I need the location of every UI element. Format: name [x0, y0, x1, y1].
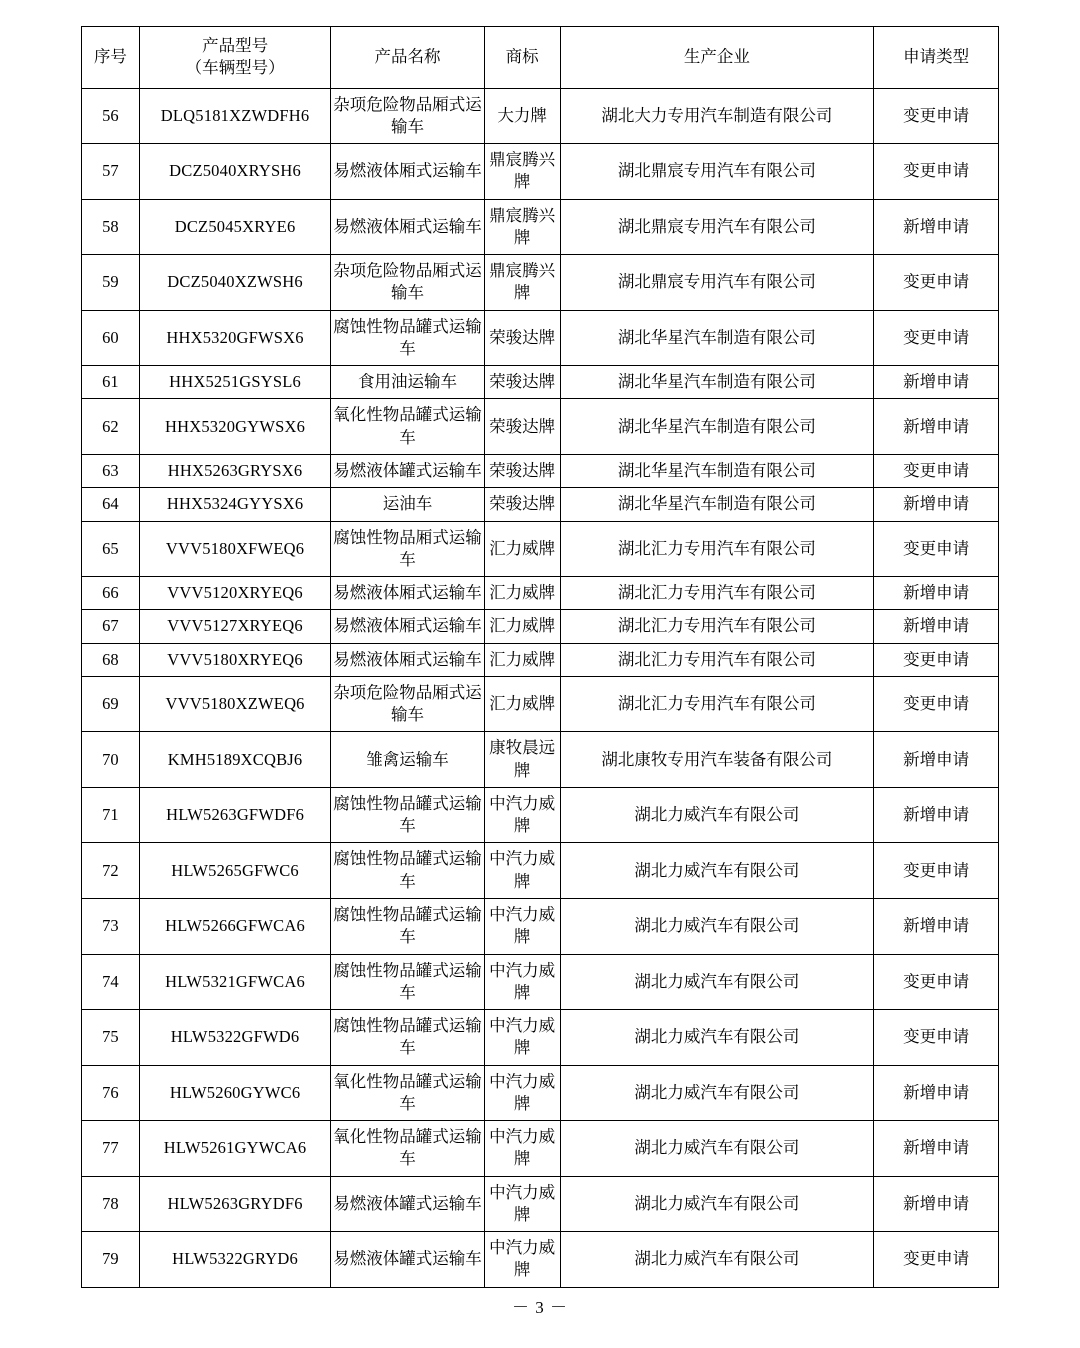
cell-apply-type: 新增申请 [874, 1121, 999, 1177]
cell-manufacturer: 湖北华星汽车制造有限公司 [560, 399, 874, 455]
cell-model: HLW5265GFWC6 [139, 843, 330, 899]
cell-manufacturer: 湖北汇力专用汽车有限公司 [560, 610, 874, 643]
table-row [82, 1121, 999, 1177]
cell-apply-type: 变更申请 [874, 1010, 999, 1066]
cell-brand: 汇力威牌 [484, 676, 560, 732]
table-row [82, 88, 999, 144]
cell-model: HLW5322GRYD6 [139, 1232, 330, 1288]
table-row [82, 310, 999, 366]
cell-seq: 61 [82, 366, 140, 399]
cell-seq: 63 [82, 454, 140, 487]
cell-apply-type: 变更申请 [874, 676, 999, 732]
cell-model: VVV5120XRYEQ6 [139, 577, 330, 610]
cell-brand: 荣骏达牌 [484, 399, 560, 455]
cell-product-name: 腐蚀性物品罐式运输车 [331, 310, 485, 366]
cell-model: HLW5260GYWC6 [139, 1065, 330, 1121]
cell-manufacturer: 湖北鼎宸专用汽车有限公司 [560, 144, 874, 200]
table-row [82, 643, 999, 676]
cell-seq: 71 [82, 787, 140, 843]
cell-brand: 汇力威牌 [484, 643, 560, 676]
cell-apply-type: 新增申请 [874, 898, 999, 954]
cell-brand: 大力牌 [484, 88, 560, 144]
cell-seq: 75 [82, 1010, 140, 1066]
cell-manufacturer: 湖北汇力专用汽车有限公司 [560, 676, 874, 732]
cell-product-name: 易燃液体罐式运输车 [331, 1176, 485, 1232]
cell-apply-type: 变更申请 [874, 144, 999, 200]
cell-brand: 荣骏达牌 [484, 454, 560, 487]
vehicle-approval-table [81, 26, 999, 1288]
cell-brand: 鼎宸腾兴牌 [484, 199, 560, 255]
table-header-row [82, 27, 999, 89]
cell-model: HLW5263GFWDF6 [139, 787, 330, 843]
cell-model: DCZ5045XRYE6 [139, 199, 330, 255]
cell-apply-type: 变更申请 [874, 843, 999, 899]
cell-apply-type: 新增申请 [874, 488, 999, 521]
table-row [82, 1065, 999, 1121]
cell-seq: 72 [82, 843, 140, 899]
cell-brand: 中汽力威牌 [484, 1121, 560, 1177]
cell-manufacturer: 湖北大力专用汽车制造有限公司 [560, 88, 874, 144]
cell-product-name: 易燃液体厢式运输车 [331, 643, 485, 676]
cell-seq: 68 [82, 643, 140, 676]
cell-apply-type: 新增申请 [874, 199, 999, 255]
cell-manufacturer: 湖北力威汽车有限公司 [560, 787, 874, 843]
cell-brand: 中汽力威牌 [484, 1232, 560, 1288]
cell-product-name: 氧化性物品罐式运输车 [331, 399, 485, 455]
cell-brand: 中汽力威牌 [484, 954, 560, 1010]
cell-apply-type: 变更申请 [874, 643, 999, 676]
cell-model: HLW5266GFWCA6 [139, 898, 330, 954]
table-row [82, 732, 999, 788]
cell-brand: 中汽力威牌 [484, 898, 560, 954]
cell-apply-type: 新增申请 [874, 787, 999, 843]
cell-seq: 60 [82, 310, 140, 366]
table-body [82, 88, 999, 1287]
cell-product-name: 腐蚀性物品罐式运输车 [331, 843, 485, 899]
table-row [82, 199, 999, 255]
cell-product-name: 腐蚀性物品罐式运输车 [331, 954, 485, 1010]
table-row [82, 144, 999, 200]
column-header-model-line1: 产品型号 [202, 36, 269, 55]
table-row [82, 399, 999, 455]
cell-seq: 56 [82, 88, 140, 144]
cell-model: HHX5320GFWSX6 [139, 310, 330, 366]
cell-manufacturer: 湖北华星汽车制造有限公司 [560, 366, 874, 399]
cell-seq: 78 [82, 1176, 140, 1232]
cell-apply-type: 变更申请 [874, 88, 999, 144]
cell-product-name: 易燃液体罐式运输车 [331, 1232, 485, 1288]
table-header [82, 27, 999, 89]
cell-product-name: 氧化性物品罐式运输车 [331, 1121, 485, 1177]
cell-brand: 荣骏达牌 [484, 310, 560, 366]
cell-model: HHX5251GSYSL6 [139, 366, 330, 399]
cell-product-name: 杂项危险物品厢式运输车 [331, 88, 485, 144]
cell-product-name: 运油车 [331, 488, 485, 521]
table-row [82, 521, 999, 577]
table-row [82, 1176, 999, 1232]
table-row [82, 454, 999, 487]
cell-product-name: 腐蚀性物品罐式运输车 [331, 787, 485, 843]
cell-brand: 鼎宸腾兴牌 [484, 255, 560, 311]
cell-manufacturer: 湖北汇力专用汽车有限公司 [560, 577, 874, 610]
cell-manufacturer: 湖北力威汽车有限公司 [560, 1121, 874, 1177]
cell-model: VVV5127XRYEQ6 [139, 610, 330, 643]
table-row [82, 954, 999, 1010]
column-header-model-line2: （车辆型号） [185, 58, 285, 78]
cell-product-name: 杂项危险物品厢式运输车 [331, 255, 485, 311]
cell-apply-type: 变更申请 [874, 454, 999, 487]
cell-manufacturer: 湖北鼎宸专用汽车有限公司 [560, 255, 874, 311]
column-header-manufacturer: 生产企业 [560, 27, 874, 89]
cell-seq: 69 [82, 676, 140, 732]
cell-apply-type: 新增申请 [874, 399, 999, 455]
cell-manufacturer: 湖北华星汽车制造有限公司 [560, 488, 874, 521]
cell-manufacturer: 湖北华星汽车制造有限公司 [560, 310, 874, 366]
table-row [82, 843, 999, 899]
cell-model: DCZ5040XRYSH6 [139, 144, 330, 200]
cell-brand: 荣骏达牌 [484, 488, 560, 521]
cell-seq: 67 [82, 610, 140, 643]
cell-product-name: 易燃液体厢式运输车 [331, 577, 485, 610]
cell-manufacturer: 湖北力威汽车有限公司 [560, 1010, 874, 1066]
cell-brand: 中汽力威牌 [484, 1176, 560, 1232]
cell-manufacturer: 湖北华星汽车制造有限公司 [560, 454, 874, 487]
column-header-seq: 序号 [82, 27, 140, 89]
cell-product-name: 易燃液体厢式运输车 [331, 610, 485, 643]
cell-product-name: 腐蚀性物品厢式运输车 [331, 521, 485, 577]
cell-product-name: 易燃液体厢式运输车 [331, 144, 485, 200]
table-row [82, 255, 999, 311]
cell-manufacturer: 湖北力威汽车有限公司 [560, 1176, 874, 1232]
cell-manufacturer: 湖北力威汽车有限公司 [560, 843, 874, 899]
cell-seq: 64 [82, 488, 140, 521]
cell-model: HHX5263GRYSX6 [139, 454, 330, 487]
cell-seq: 57 [82, 144, 140, 200]
cell-manufacturer: 湖北康牧专用汽车装备有限公司 [560, 732, 874, 788]
cell-manufacturer: 湖北汇力专用汽车有限公司 [560, 521, 874, 577]
cell-product-name: 食用油运输车 [331, 366, 485, 399]
cell-apply-type: 新增申请 [874, 577, 999, 610]
cell-seq: 73 [82, 898, 140, 954]
cell-product-name: 腐蚀性物品罐式运输车 [331, 1010, 485, 1066]
cell-manufacturer: 湖北力威汽车有限公司 [560, 1065, 874, 1121]
cell-apply-type: 变更申请 [874, 1232, 999, 1288]
cell-apply-type: 变更申请 [874, 521, 999, 577]
cell-brand: 鼎宸腾兴牌 [484, 144, 560, 200]
cell-product-name: 腐蚀性物品罐式运输车 [331, 898, 485, 954]
cell-seq: 65 [82, 521, 140, 577]
cell-seq: 59 [82, 255, 140, 311]
cell-model: HHX5324GYYSX6 [139, 488, 330, 521]
cell-apply-type: 变更申请 [874, 255, 999, 311]
table-row [82, 366, 999, 399]
cell-model: KMH5189XCQBJ6 [139, 732, 330, 788]
cell-model: VVV5180XZWEQ6 [139, 676, 330, 732]
column-header-brand: 商标 [484, 27, 560, 89]
table-row [82, 787, 999, 843]
cell-product-name: 易燃液体罐式运输车 [331, 454, 485, 487]
cell-seq: 66 [82, 577, 140, 610]
cell-apply-type: 新增申请 [874, 1065, 999, 1121]
cell-model: DCZ5040XZWSH6 [139, 255, 330, 311]
cell-seq: 70 [82, 732, 140, 788]
cell-seq: 62 [82, 399, 140, 455]
cell-brand: 中汽力威牌 [484, 787, 560, 843]
column-header-model [139, 27, 330, 89]
cell-product-name: 雏禽运输车 [331, 732, 485, 788]
cell-apply-type: 新增申请 [874, 1176, 999, 1232]
cell-brand: 康牧晨远牌 [484, 732, 560, 788]
cell-model: HLW5321GFWCA6 [139, 954, 330, 1010]
cell-apply-type: 新增申请 [874, 732, 999, 788]
cell-brand: 中汽力威牌 [484, 1010, 560, 1066]
cell-seq: 79 [82, 1232, 140, 1288]
cell-seq: 58 [82, 199, 140, 255]
cell-apply-type: 新增申请 [874, 610, 999, 643]
cell-apply-type: 变更申请 [874, 954, 999, 1010]
cell-manufacturer: 湖北力威汽车有限公司 [560, 898, 874, 954]
cell-product-name: 氧化性物品罐式运输车 [331, 1065, 485, 1121]
table-row [82, 1232, 999, 1288]
cell-brand: 汇力威牌 [484, 610, 560, 643]
cell-model: VVV5180XRYEQ6 [139, 643, 330, 676]
cell-model: DLQ5181XZWDFH6 [139, 88, 330, 144]
column-header-product-name: 产品名称 [331, 27, 485, 89]
cell-product-name: 杂项危险物品厢式运输车 [331, 676, 485, 732]
cell-model: HHX5320GYWSX6 [139, 399, 330, 455]
cell-apply-type: 新增申请 [874, 366, 999, 399]
cell-manufacturer: 湖北力威汽车有限公司 [560, 954, 874, 1010]
cell-manufacturer: 湖北力威汽车有限公司 [560, 1232, 874, 1288]
cell-brand: 汇力威牌 [484, 521, 560, 577]
cell-brand: 汇力威牌 [484, 577, 560, 610]
table-row [82, 898, 999, 954]
cell-seq: 77 [82, 1121, 140, 1177]
cell-seq: 74 [82, 954, 140, 1010]
table-row [82, 676, 999, 732]
cell-brand: 荣骏达牌 [484, 366, 560, 399]
cell-model: HLW5322GFWD6 [139, 1010, 330, 1066]
cell-model: HLW5263GRYDF6 [139, 1176, 330, 1232]
cell-brand: 中汽力威牌 [484, 1065, 560, 1121]
cell-manufacturer: 湖北汇力专用汽车有限公司 [560, 643, 874, 676]
cell-seq: 76 [82, 1065, 140, 1121]
cell-apply-type: 变更申请 [874, 310, 999, 366]
cell-model: HLW5261GYWCA6 [139, 1121, 330, 1177]
table-row [82, 1010, 999, 1066]
cell-model: VVV5180XFWEQ6 [139, 521, 330, 577]
table-row [82, 577, 999, 610]
column-header-apply-type: 申请类型 [874, 27, 999, 89]
cell-product-name: 易燃液体厢式运输车 [331, 199, 485, 255]
page-number: － 3 － [512, 1298, 568, 1317]
cell-manufacturer: 湖北鼎宸专用汽车有限公司 [560, 199, 874, 255]
table-row [82, 610, 999, 643]
cell-brand: 中汽力威牌 [484, 843, 560, 899]
table-row [82, 488, 999, 521]
